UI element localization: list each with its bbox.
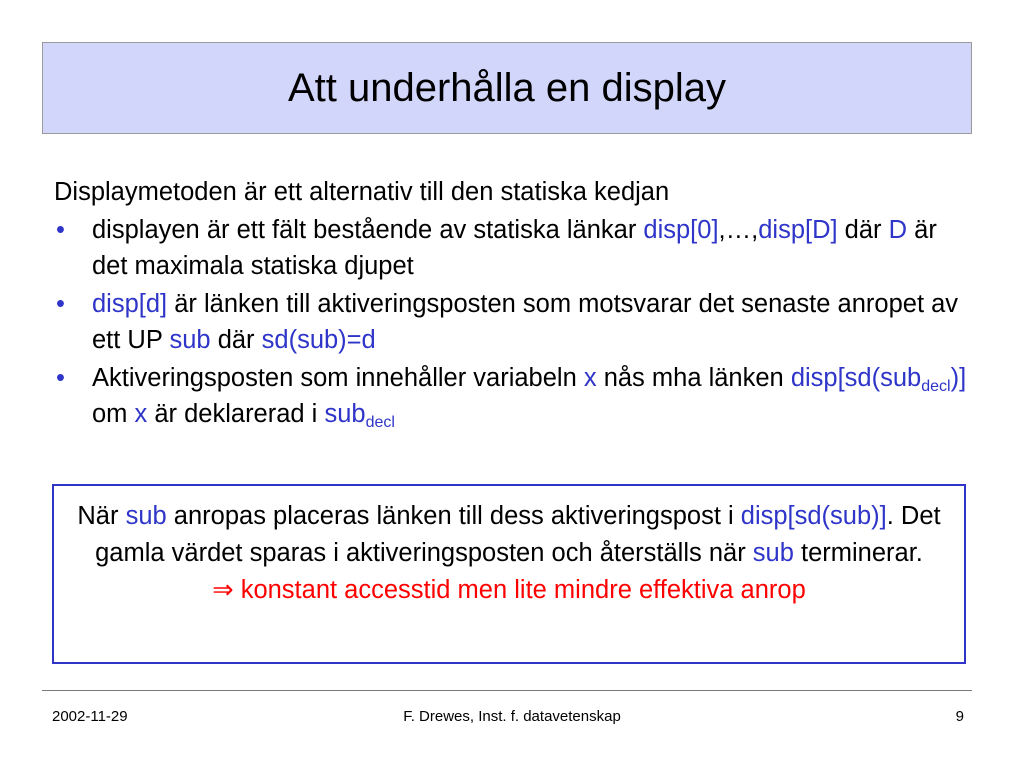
note-code-disp: disp[sd(sub)]: [740, 502, 887, 530]
code-x: x: [583, 364, 597, 392]
bullet3-if: om: [92, 400, 135, 428]
note-text-1: När: [77, 502, 126, 530]
code-x-2: x: [134, 400, 148, 428]
note-conclusion: konstant accesstid men lite mindre effektiva anrop: [233, 576, 806, 604]
bullet3-text: Aktiveringsposten som innehåller variabeln: [92, 364, 584, 392]
bullet3-mid: nås mha länken: [596, 364, 791, 392]
code-sub: sub: [169, 326, 211, 354]
note-box: [52, 484, 966, 664]
bullet-dot-icon: •: [56, 290, 65, 318]
code-disp-d: disp[d]: [92, 290, 168, 318]
bullet-item-display-array: [54, 212, 974, 284]
note-code-sub: sub: [125, 502, 167, 530]
note-text-3: . Det gamla värdet sparas i aktiveringsposten och återställs när: [95, 502, 941, 567]
bullet1-tail: är det maximala statiska djupet: [92, 216, 937, 280]
footer-date: 2002-11-29: [52, 708, 128, 725]
footer-page-number: 9: [955, 708, 964, 725]
code-D: D: [888, 216, 908, 244]
code-disp-D: disp[D]: [758, 216, 838, 244]
bullet-item-disp-d: [54, 286, 974, 358]
code-disp-0: disp[0]: [643, 216, 719, 244]
bullet1-text: displayen är ett fält bestående av statiska länkar: [92, 216, 644, 244]
slide-body: [54, 174, 974, 432]
bullet3-declared: är deklarerad i: [147, 400, 325, 428]
note-text-2: anropas placeras länken till dess aktiveringspost i: [166, 502, 741, 530]
footer-divider: [42, 690, 972, 691]
code-disp-sd-subdecl: disp[sd(sub$_{decl}$)]: [790, 364, 967, 395]
footer-author: F. Drewes, Inst. f. datavetenskap: [403, 708, 621, 725]
bullet-dot-icon: •: [56, 364, 65, 392]
slide-title-box: [42, 42, 972, 134]
note-text-4: terminerar.: [793, 539, 923, 567]
bullet1-ellipsis: ,…,: [718, 216, 759, 244]
intro-text: Displaymetoden är ett alternativ till den statiska kedjan: [54, 178, 670, 206]
implies-arrow-icon: ⇒: [212, 576, 234, 604]
bullet-item-activation-record: [54, 360, 974, 432]
note-code-sub-2: sub: [752, 539, 794, 567]
bullet1-where: där: [837, 216, 889, 244]
bullet-dot-icon: •: [56, 216, 65, 244]
bullet2-text: är länken till aktiveringsposten som motsvarar det senaste anropet av ett UP: [92, 290, 959, 354]
code-subdecl: sub$_{decl}$: [324, 400, 395, 431]
bullet2-where: där: [210, 326, 262, 354]
code-sd-sub-eq-d: sd(sub)=d: [261, 326, 376, 354]
slide-title: Att underhålla en display: [287, 66, 727, 110]
